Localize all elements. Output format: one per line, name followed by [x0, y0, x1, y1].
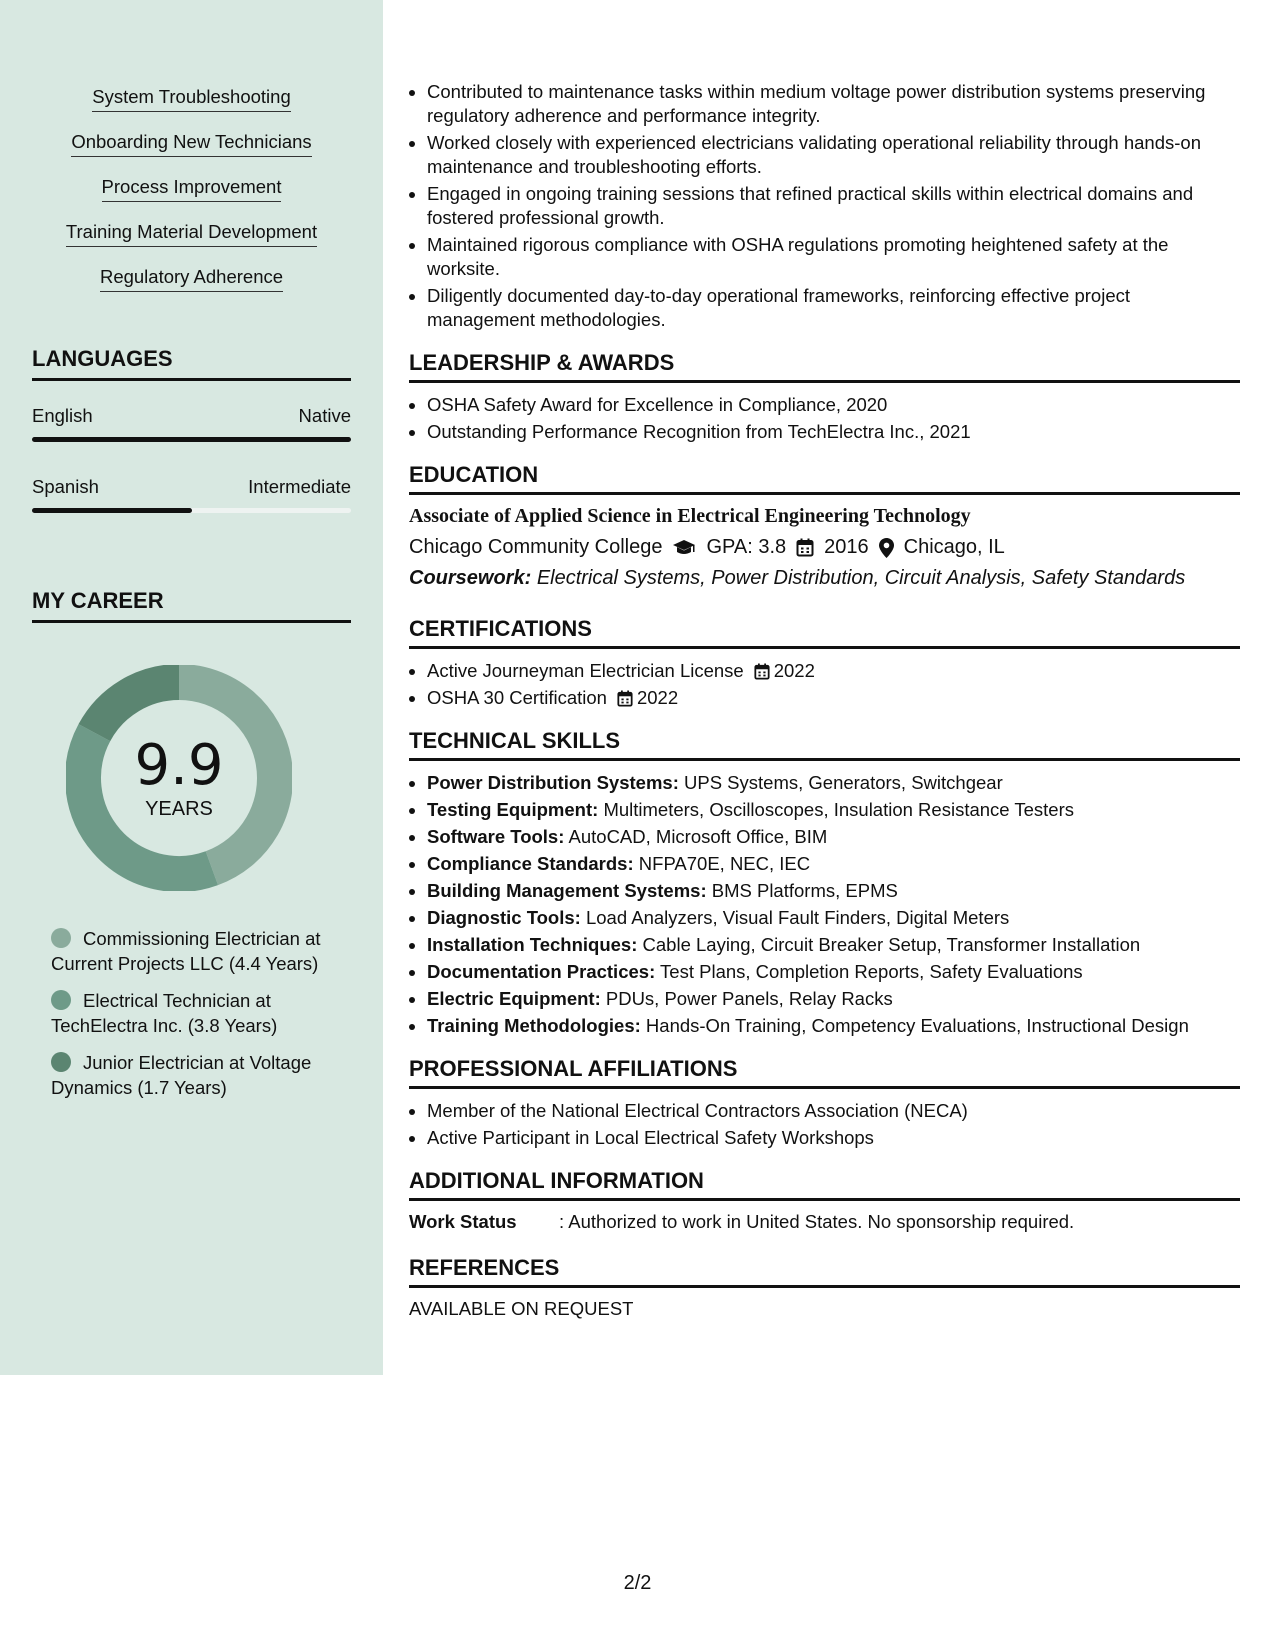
coursework-label: Coursework:	[409, 567, 532, 589]
career-role	[51, 926, 321, 976]
affiliations-list	[409, 1099, 1240, 1150]
language-bar-fill	[32, 437, 351, 442]
work-status-value: : Authorized to work in United States. No sponsorship required.	[559, 1211, 1075, 1232]
language-item	[32, 476, 351, 513]
skill-value: Load Analyzers, Visual Fault Finders, Digital Meters	[585, 907, 1010, 928]
language-level: Native	[298, 405, 351, 426]
technical-skill-item	[427, 852, 1240, 876]
experience-bullet: • Engaged in ongoing training sessions that refined practical skills within electrical domains and fostered professional growth.	[427, 182, 1240, 230]
experience-bullet: • Diligently documented day-to-day operational frameworks, reinforcing effective project management methodologies.	[427, 284, 1240, 332]
role-color-dot	[51, 928, 71, 948]
skill-label: Documentation Practices:	[427, 961, 656, 982]
skill-label: Building Management Systems:	[427, 880, 707, 901]
coursework-value: Electrical Systems, Power Distribution, Circuit Analysis, Safety Standards	[536, 567, 1186, 589]
certification-name: Active Journeyman Electrician License	[427, 660, 744, 681]
donut-center	[66, 665, 292, 891]
calendar-icon	[617, 690, 633, 707]
technical-skill-item	[427, 798, 1240, 822]
skill-value: Cable Laying, Circuit Breaker Setup, Transformer Installation	[642, 934, 1141, 955]
career-role-text: Commissioning Electrician at Current Projects LLC (4.4 Years)	[51, 928, 321, 974]
certifications-list	[409, 659, 1240, 710]
experience-bullet: • Contributed to maintenance tasks within medium voltage power distribution systems preserving regulatory adherence and performance integrity.	[427, 80, 1240, 128]
certification-year: 2022	[773, 660, 815, 681]
leadership-list	[409, 393, 1240, 444]
career-role	[51, 988, 321, 1038]
skill-value: BMS Platforms, EPMS	[711, 880, 898, 901]
skill-label: Software Tools:	[427, 826, 565, 847]
sidebar	[0, 0, 383, 1375]
work-status-row	[409, 1211, 1240, 1233]
certification-name: OSHA 30 Certification	[427, 687, 607, 708]
graduation-cap-icon	[672, 539, 696, 557]
work-status-label: Work Status	[409, 1211, 517, 1232]
skill-value: Test Plans, Completion Reports, Safety Evaluations	[660, 961, 1083, 982]
technical-skill-item	[427, 906, 1240, 930]
additional-info-heading: ADDITIONAL INFORMATION	[409, 1168, 1240, 1201]
skill-value: PDUs, Power Panels, Relay Racks	[605, 988, 893, 1009]
career-heading: MY CAREER	[32, 588, 351, 623]
skill-item: Training Material Development	[66, 221, 317, 247]
education-gpa: GPA: 3.8	[706, 536, 787, 558]
education-degree: Associate of Applied Science in Electrical Engineering Technology	[409, 505, 971, 527]
career-total-years: 9.9	[134, 732, 224, 798]
career-role-text: Electrical Technician at TechElectra Inc. (3.8 Years)	[51, 990, 278, 1036]
references-heading: REFERENCES	[409, 1255, 1240, 1288]
experience-bullets	[409, 80, 1240, 332]
technical-skills-list	[409, 771, 1240, 1038]
skill-label: Electric Equipment:	[427, 988, 601, 1009]
award-item: • OSHA Safety Award for Excellence in Compliance, 2020	[427, 393, 1240, 417]
experience-bullet: • Maintained rigorous compliance with OSHA regulations promoting heightened safety at the worksite.	[427, 233, 1240, 281]
skill-value: Multimeters, Oscilloscopes, Insulation Resistance Testers	[603, 799, 1075, 820]
language-item	[32, 405, 351, 442]
skill-value: NFPA70E, NEC, IEC	[638, 853, 811, 874]
references-text: AVAILABLE ON REQUEST	[409, 1298, 634, 1319]
experience-bullet: • Worked closely with experienced electricians validating operational reliability through hands-on maintenance and troubleshooting efforts.	[427, 131, 1240, 179]
skill-label: Compliance Standards:	[427, 853, 634, 874]
certification-year: 2022	[636, 687, 679, 708]
language-name: English	[32, 405, 93, 426]
skill-item: Onboarding New Technicians	[71, 131, 311, 157]
skills-list	[0, 86, 383, 311]
technical-skill-item	[427, 771, 1240, 795]
education-details	[409, 536, 1240, 559]
education-coursework	[409, 567, 1240, 590]
affiliations-heading: PROFESSIONAL AFFILIATIONS	[409, 1056, 1240, 1089]
technical-skill-item	[427, 879, 1240, 903]
skill-value: UPS Systems, Generators, Switchgear	[684, 772, 1003, 793]
education-heading: EDUCATION	[409, 462, 1240, 495]
language-bar-fill	[32, 508, 192, 513]
technical-skills-heading: TECHNICAL SKILLS	[409, 728, 1240, 761]
technical-skill-item	[427, 825, 1240, 849]
technical-skill-item	[427, 1014, 1240, 1038]
skill-label: Power Distribution Systems:	[427, 772, 679, 793]
main-content	[409, 80, 1240, 1320]
languages-heading: LANGUAGES	[32, 346, 351, 381]
affiliation-item: • Active Participant in Local Electrical Safety Workshops	[427, 1126, 1240, 1150]
career-donut-chart	[66, 665, 292, 891]
skill-value: Hands-On Training, Competency Evaluations, Instructional Design	[645, 1015, 1189, 1036]
career-roles-list	[51, 926, 321, 1112]
calendar-icon	[754, 663, 770, 680]
skill-label: Installation Techniques:	[427, 934, 638, 955]
career-section	[32, 588, 351, 623]
technical-skill-item	[427, 960, 1240, 984]
career-role-text: Junior Electrician at Voltage Dynamics (1.7 Years)	[51, 1052, 312, 1098]
skill-label: Training Methodologies:	[427, 1015, 641, 1036]
language-level: Intermediate	[248, 476, 351, 497]
affiliation-item: • Member of the National Electrical Contractors Association (NECA)	[427, 1099, 1240, 1123]
language-name: Spanish	[32, 476, 99, 497]
skill-item: Regulatory Adherence	[100, 266, 283, 292]
education-location: Chicago, IL	[903, 536, 1005, 558]
role-color-dot	[51, 1052, 71, 1072]
education-school: Chicago Community College	[409, 536, 663, 558]
skill-item: System Troubleshooting	[92, 86, 290, 112]
award-item: • Outstanding Performance Recognition from TechElectra Inc., 2021	[427, 420, 1240, 444]
calendar-icon	[796, 538, 814, 557]
skill-item: Process Improvement	[102, 176, 282, 202]
career-role	[51, 1050, 321, 1100]
leadership-heading: LEADERSHIP & AWARDS	[409, 350, 1240, 383]
certification-item	[427, 659, 1240, 683]
skill-value: AutoCAD, Microsoft Office, BIM	[568, 826, 828, 847]
certifications-heading: CERTIFICATIONS	[409, 616, 1240, 649]
language-bar	[32, 437, 351, 442]
skill-label: Diagnostic Tools:	[427, 907, 581, 928]
education-year: 2016	[824, 536, 869, 558]
certification-item	[427, 686, 1240, 710]
page-number: 2/2	[623, 1572, 652, 1594]
skill-label: Testing Equipment:	[427, 799, 599, 820]
career-total-unit: YEARS	[145, 797, 213, 820]
role-color-dot	[51, 990, 71, 1010]
technical-skill-item	[427, 933, 1240, 957]
languages-section	[32, 346, 351, 513]
language-bar	[32, 508, 351, 513]
technical-skill-item	[427, 987, 1240, 1011]
location-pin-icon	[879, 538, 894, 558]
